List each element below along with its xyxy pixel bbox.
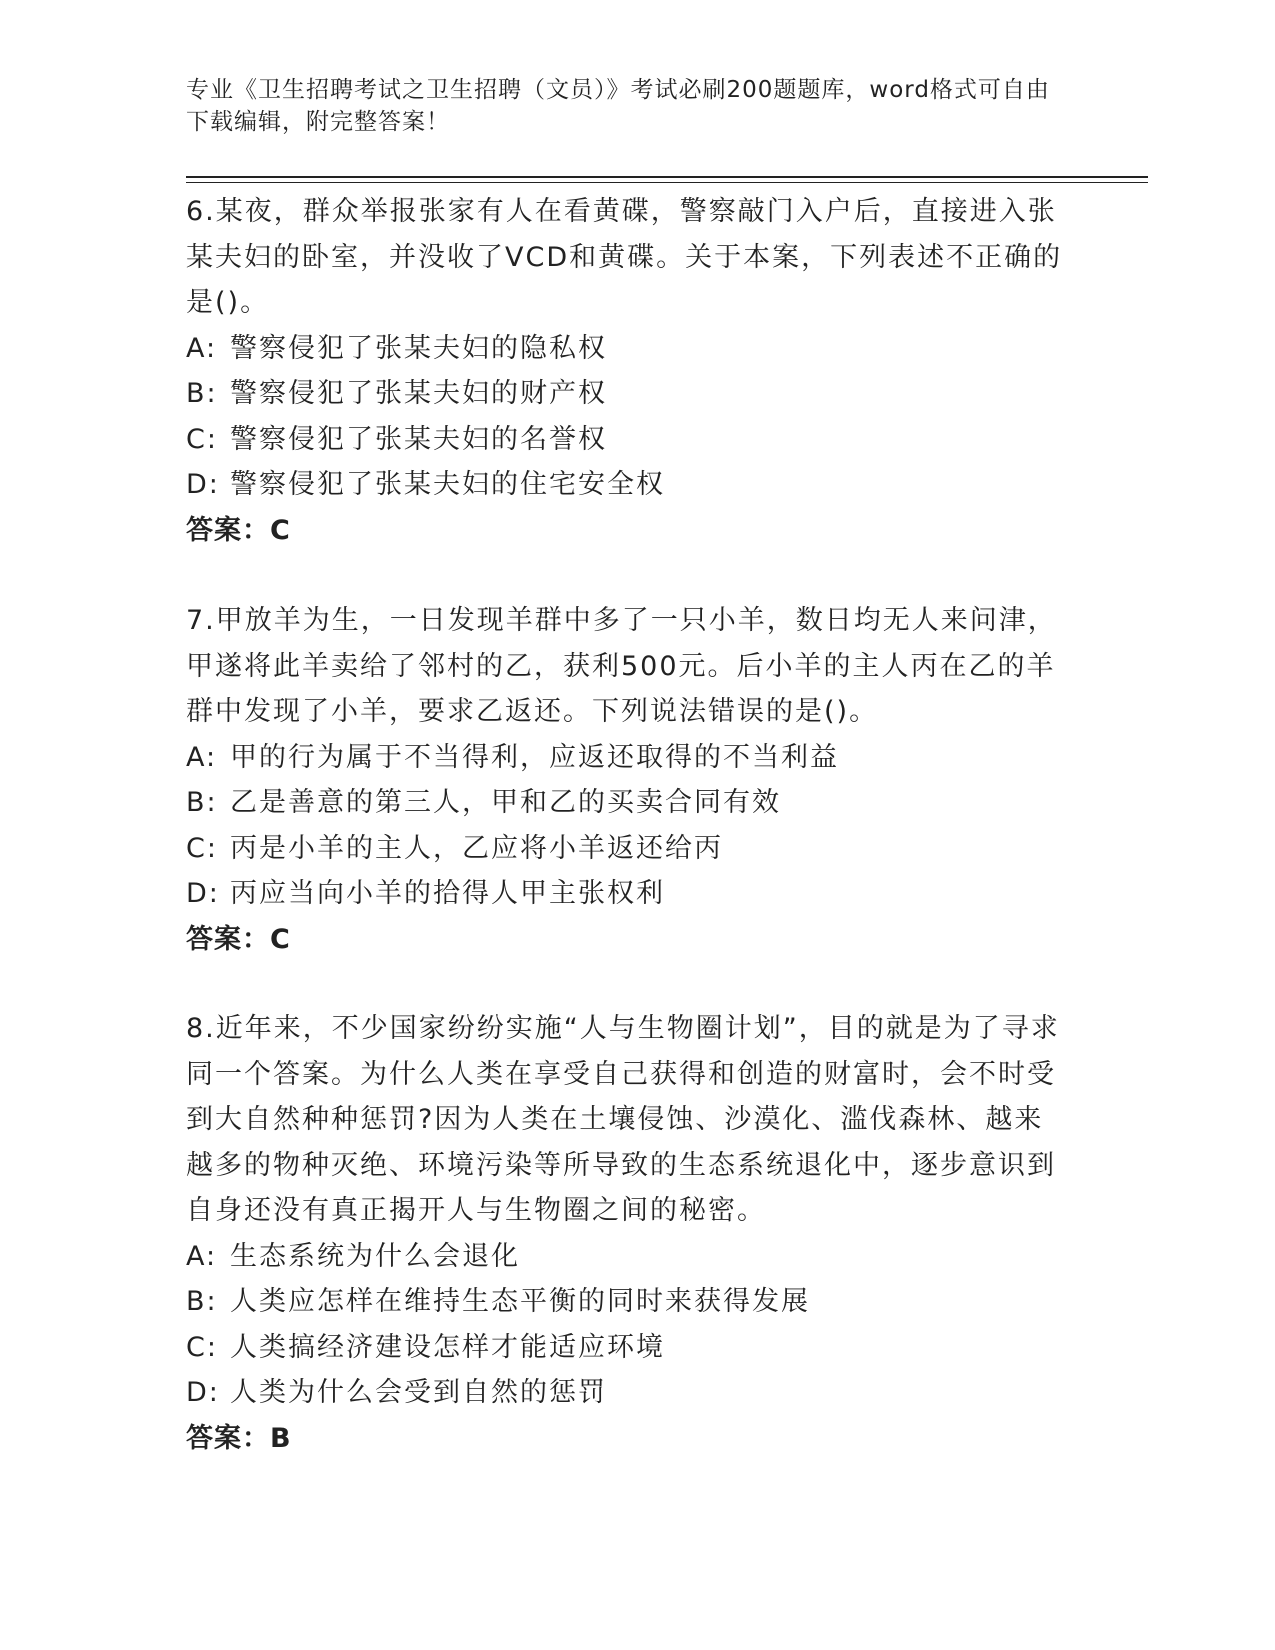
option-text: 警察侵犯了张某夫妇的财产权	[230, 378, 607, 409]
option-a	[186, 1234, 1066, 1280]
option-text: 人类应怎样在维持生态平衡的同时来获得发展	[230, 1286, 810, 1317]
option-key: C:	[186, 1331, 218, 1363]
option-key: C:	[186, 423, 218, 455]
option-key: B:	[186, 378, 218, 409]
option-key: B:	[186, 787, 218, 818]
option-key: D:	[186, 878, 220, 909]
option-c	[186, 417, 1066, 463]
option-a	[186, 735, 1066, 781]
option-key: A:	[186, 1240, 218, 1272]
option-text: 警察侵犯了张某夫妇的隐私权	[230, 332, 607, 364]
document-header: 专业《卫生招聘考试之卫生招聘（文员）》考试必刷200题题库，word格式可自由下载编辑，附完整答案！	[186, 77, 1050, 135]
header-divider-thin	[186, 182, 1148, 183]
question-stem: 8.近年来，不少国家纷纷实施“人与生物圈计划”，目的就是为了寻求同一个答案。为什么人类在享受自己获得和创造的财富时，会不时受到大自然种种惩罚?因为人类在土壤侵蚀、沙漠化、滥伐森林、越来越多的物种灭绝、环境污染等所导致的生态系统退化中，逐步意识到自身还没有真正揭开人与生物圈之间的秘密。	[186, 1013, 1060, 1226]
answer: 答案：C	[186, 514, 291, 546]
option-a	[186, 326, 1066, 372]
option-key: B:	[186, 1286, 218, 1317]
option-d	[186, 871, 1066, 917]
option-key: A:	[186, 332, 218, 364]
option-text: 人类为什么会受到自然的惩罚	[230, 1377, 607, 1408]
option-text: 警察侵犯了张某夫妇的住宅安全权	[230, 469, 665, 500]
option-key: D:	[186, 469, 220, 500]
question-6	[186, 189, 1066, 553]
option-text: 丙应当向小羊的拾得人甲主张权利	[230, 878, 665, 909]
option-d	[186, 1370, 1066, 1416]
question-7	[186, 598, 1066, 962]
answer: 答案：B	[186, 1422, 292, 1454]
option-b	[186, 1279, 1066, 1325]
option-d	[186, 462, 1066, 508]
option-c	[186, 1325, 1066, 1371]
option-text: 人类搞经济建设怎样才能适应环境	[230, 1331, 665, 1363]
answer: 答案：C	[186, 923, 291, 955]
option-key: C:	[186, 832, 218, 864]
option-c	[186, 826, 1066, 872]
option-text: 乙是善意的第三人，甲和乙的买卖合同有效	[230, 787, 781, 818]
question-stem: 6.某夜，群众举报张家有人在看黄碟，警察敲门入户后，直接进入张某夫妇的卧室，并没收了VCD和黄碟。关于本案，下列表述不正确的是()。	[186, 196, 1063, 318]
option-b	[186, 371, 1066, 417]
question-8	[186, 1006, 1066, 1461]
option-text: 生态系统为什么会退化	[230, 1240, 520, 1272]
option-text: 警察侵犯了张某夫妇的名誉权	[230, 423, 607, 455]
option-text: 丙是小羊的主人，乙应将小羊返还给丙	[230, 832, 723, 864]
option-b	[186, 780, 1066, 826]
option-key: A:	[186, 741, 218, 773]
header-divider-thick	[186, 176, 1148, 178]
question-stem: 7.甲放羊为生，一日发现羊群中多了一只小羊，数日均无人来问津，甲遂将此羊卖给了邻村的乙，获利500元。后小羊的主人丙在乙的羊群中发现了小羊，要求乙返还。下列说法错误的是()。	[186, 605, 1057, 727]
option-key: D:	[186, 1377, 220, 1408]
option-text: 甲的行为属于不当得利，应返还取得的不当利益	[230, 741, 839, 773]
